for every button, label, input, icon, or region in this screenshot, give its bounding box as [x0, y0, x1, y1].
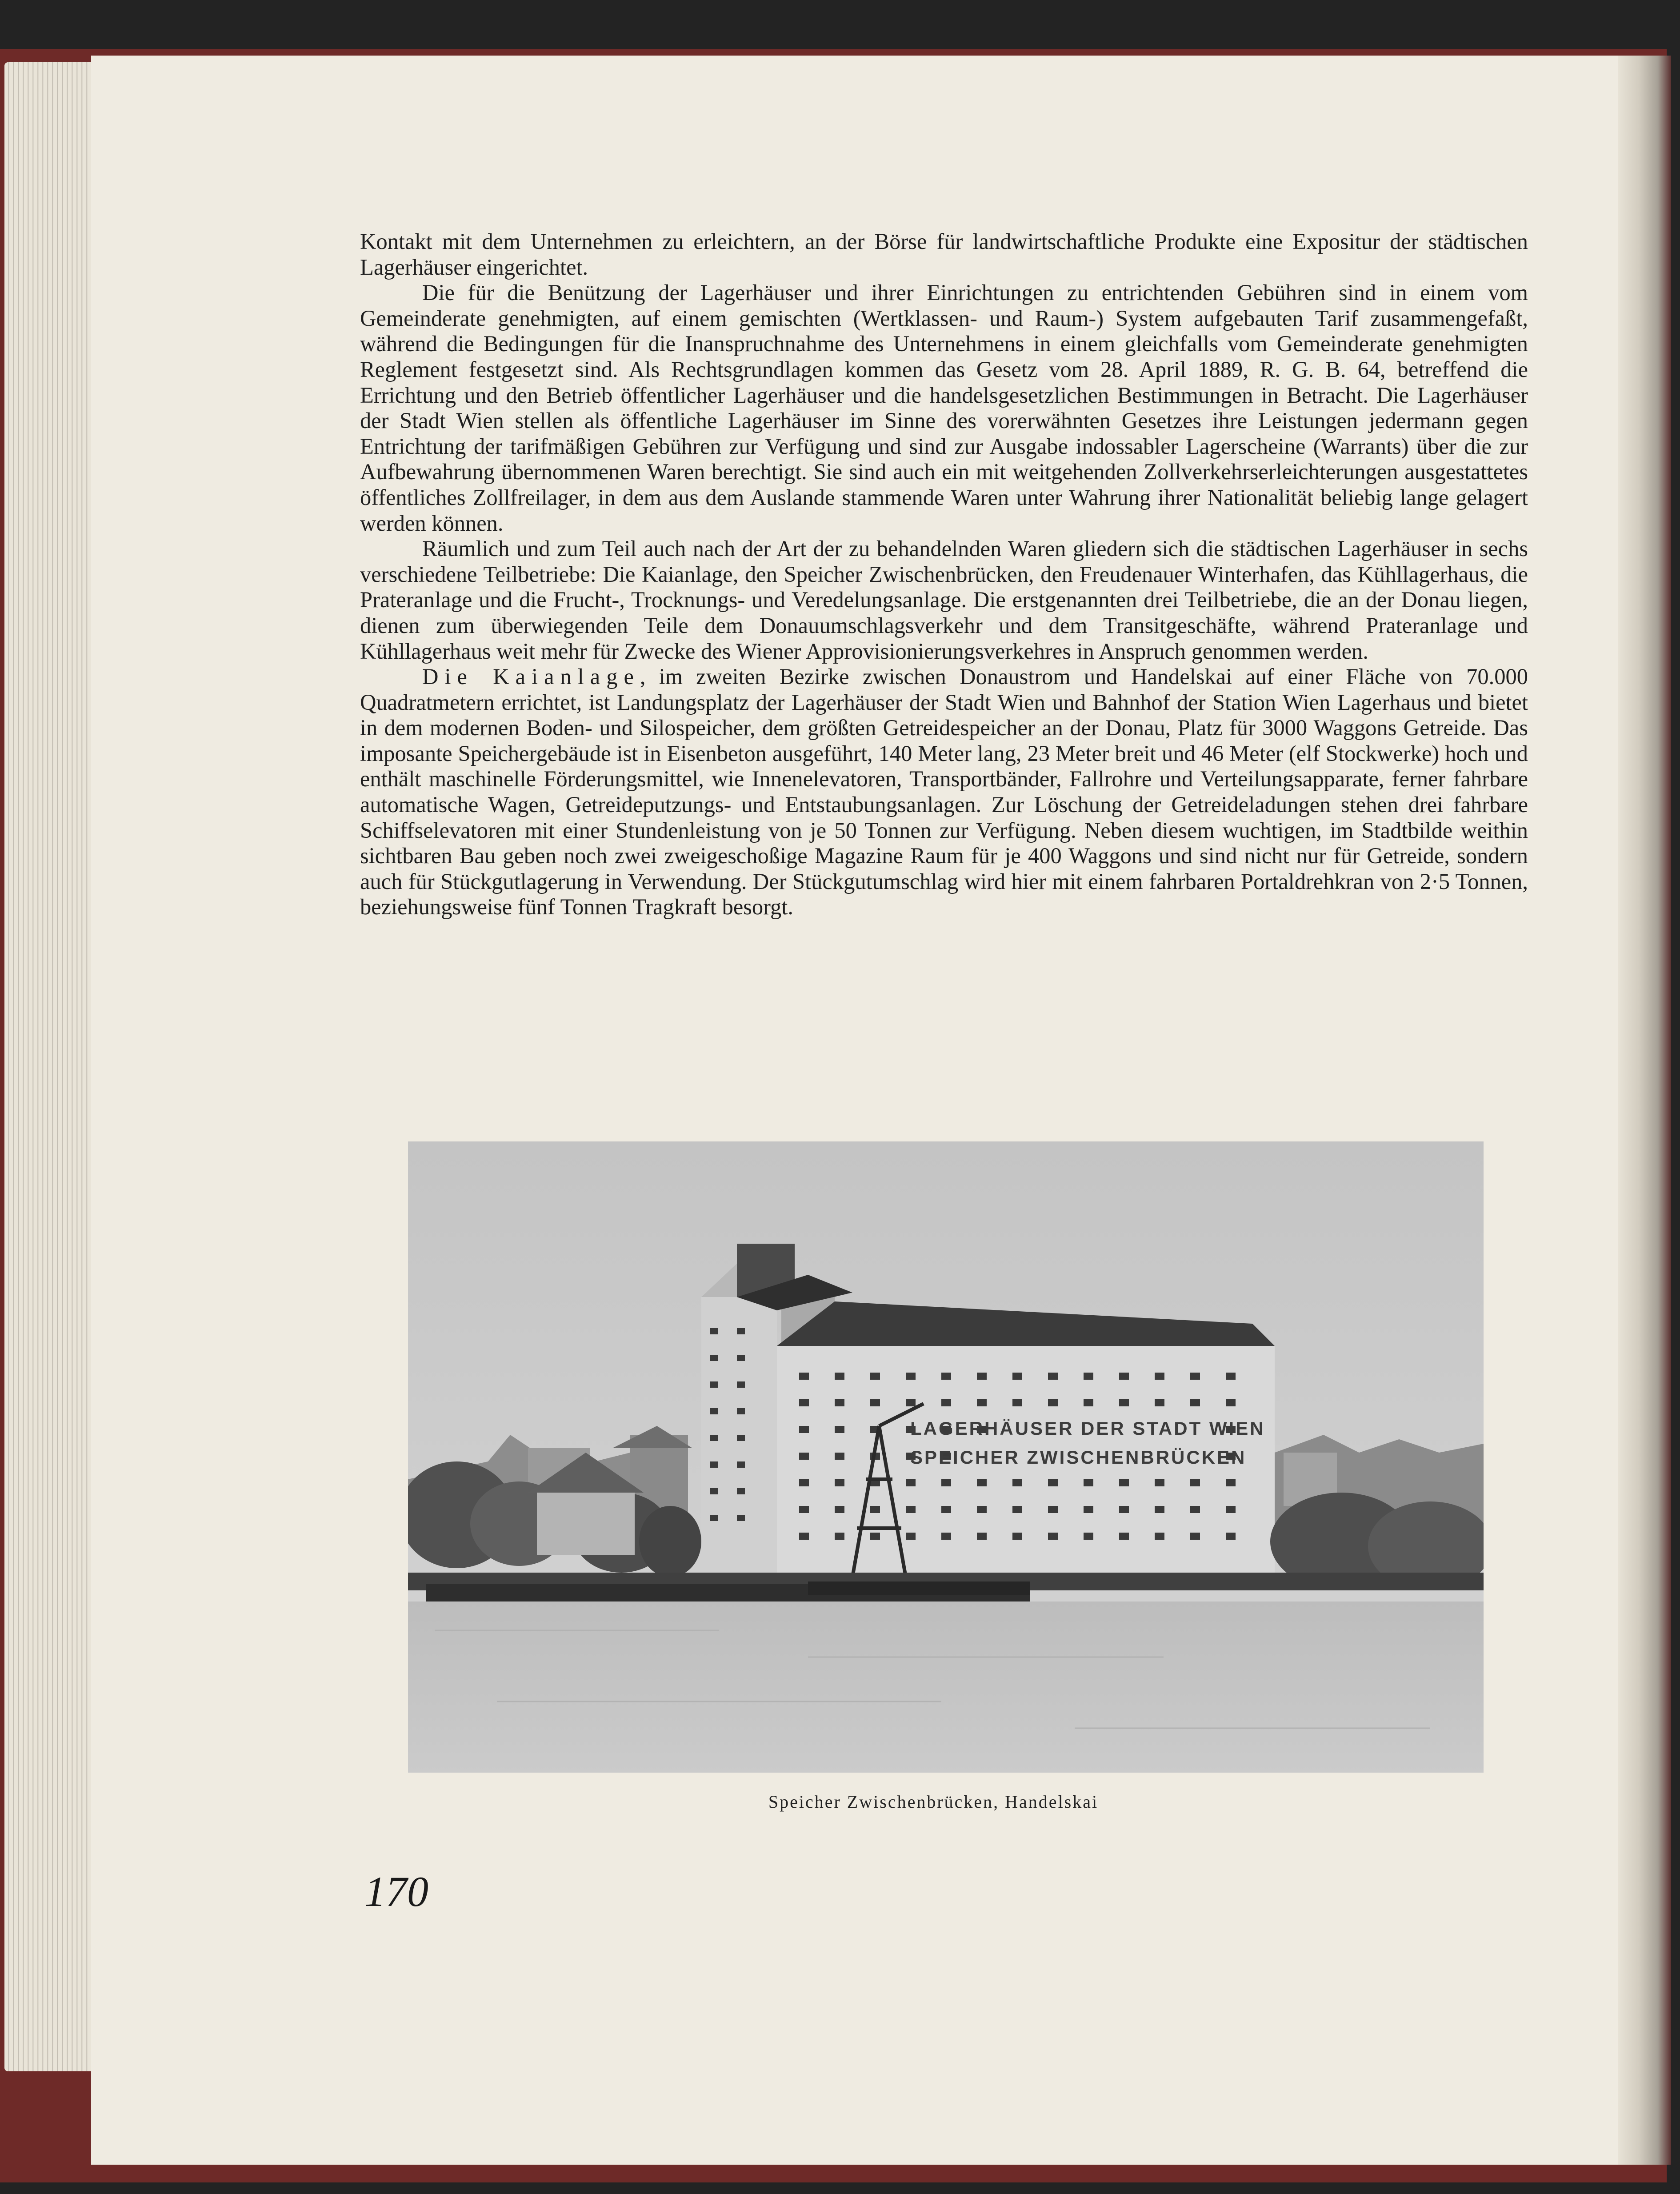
paragraph-4-text: , im zweiten Bezirke zwischen Donaustrom und Handelskai auf einer Fläche von 70.000 Quadratmetern errichtet, ist Landungsplatz der Lagerhäuser der Stadt Wien und Bahnhof der Station Wien Lagerhaus und bietet in dem modernen Boden- und Silospeicher, dem größten Getreidespeicher an der Donau, Platz für 3000 Waggons Getreide. Das imposante Speichergebäude ist in Eisenbeton ausgeführt, 140 Meter lang, 23 Meter breit und 46 Meter (elf Stockwerke) hoch und enthält maschinelle Förderungsmittel, wie Innenelevatoren, Transportbänder, Fallrohre und Verteilungsapparate, ferner fahrbare automatische Wagen, Getreideputzungs- und Entstaubungsanlagen. Zur Löschung der Getreideladungen stehen drei fahrbare Schiffselevatoren mit einer Stundenleistung von je 50 Tonnen zur Verfügung. Neben diesem wuchtigen, im Stadtbilde weithin sichtbaren Bau geben noch zwei zweigeschoßige Magazine Raum für je 400 Waggons und sind nicht nur für Getreide, sondern auch für Stückgutlagerung in Verwendung. Der Stückgutumschlag wird hier mit einem fahrbaren Portaldrehkran von 2·5 Tonnen, beziehungsweise fünf Tonnen Tragkraft besorgt. [360, 664, 1528, 920]
facade-sign-line-2: SPEICHER ZWISCHENBRÜCKEN [910, 1447, 1247, 1468]
photo-caption: Speicher Zwischenbrücken, Handelskai [768, 1792, 1099, 1812]
page-edges [4, 62, 98, 2071]
page-gutter [1618, 56, 1671, 2165]
warehouse-photo [408, 1141, 1484, 1773]
paragraph-4 [360, 664, 1528, 920]
page-number: 170 [364, 1868, 428, 1915]
paragraph-4-lead: Die Kaianlage [422, 664, 640, 689]
body-text [360, 229, 1528, 920]
paragraph-2: Die für die Benützung der Lagerhäuser und ihrer Einrichtungen zu entrichtenden Gebühren sind in einem vom Gemeinderate genehmigten, auf einem gemischten (Wertklassen- und Raum-) System aufgebauten Tarif zusammengefaßt, während die Bedingungen für die Inanspruchnahme des Unternehmens in einem gleichfalls vom Gemeinderate genehmigten Reglement festgesetzt sind. Als Rechtsgrundlagen kommen das Gesetz vom 28. April 1889, R. G. B. 64, betreffend die Errichtung und den Betrieb öffentlicher Lagerhäuser und die handelsgesetzlichen Bestimmungen in Betracht. Die Lagerhäuser der Stadt Wien stellen als öffentliche Lagerhäuser im Sinne des vorerwähnten Gesetzes ihre Leistungen jedermann gegen Entrichtung der tarifmäßigen Gebühren zur Verfügung und sind zur Ausgabe indossabler Lagerscheine (Warrants) über die zur Aufbewahrung übernommenen Waren berechtigt. Sie sind auch ein mit weitgehenden Zollverkehrserleichterungen ausgestattetes öffentliches Zollfreilager, in dem aus dem Auslande stammende Waren unter Wahrung ihrer Nationalität beliebig lange gelagert werden können. [360, 280, 1528, 536]
paragraph-3: Räumlich und zum Teil auch nach der Art der zu behandelnden Waren gliedern sich die städtischen Lagerhäuser in sechs verschiedene Teilbetriebe: Die Kaianlage, den Speicher Zwischenbrücken, den Freudenauer Winterhafen, das Kühllagerhaus, die Prateranlage und die Frucht-, Trocknungs- und Veredelungsanlage. Die erstgenannten drei Teilbetriebe, die an der Donau liegen, dienen zum überwiegenden Teile dem Donauumschlagsverkehr und dem Transitgeschäfte, während Prateranlage und Kühllagerhaus weit mehr für Zwecke des Wiener Approvisionierungsverkehres in Anspruch genommen werden. [360, 536, 1528, 664]
warehouse-photo-drawing [408, 1141, 1484, 1773]
facade-sign-line-1: LAGERHÄUSER DER STADT WIEN [910, 1418, 1265, 1439]
paragraph-1: Kontakt mit dem Unternehmen zu erleichtern, an der Börse für landwirtschaftliche Produkte eine Expositur der städtischen Lagerhäuser eingerichtet. [360, 229, 1528, 280]
